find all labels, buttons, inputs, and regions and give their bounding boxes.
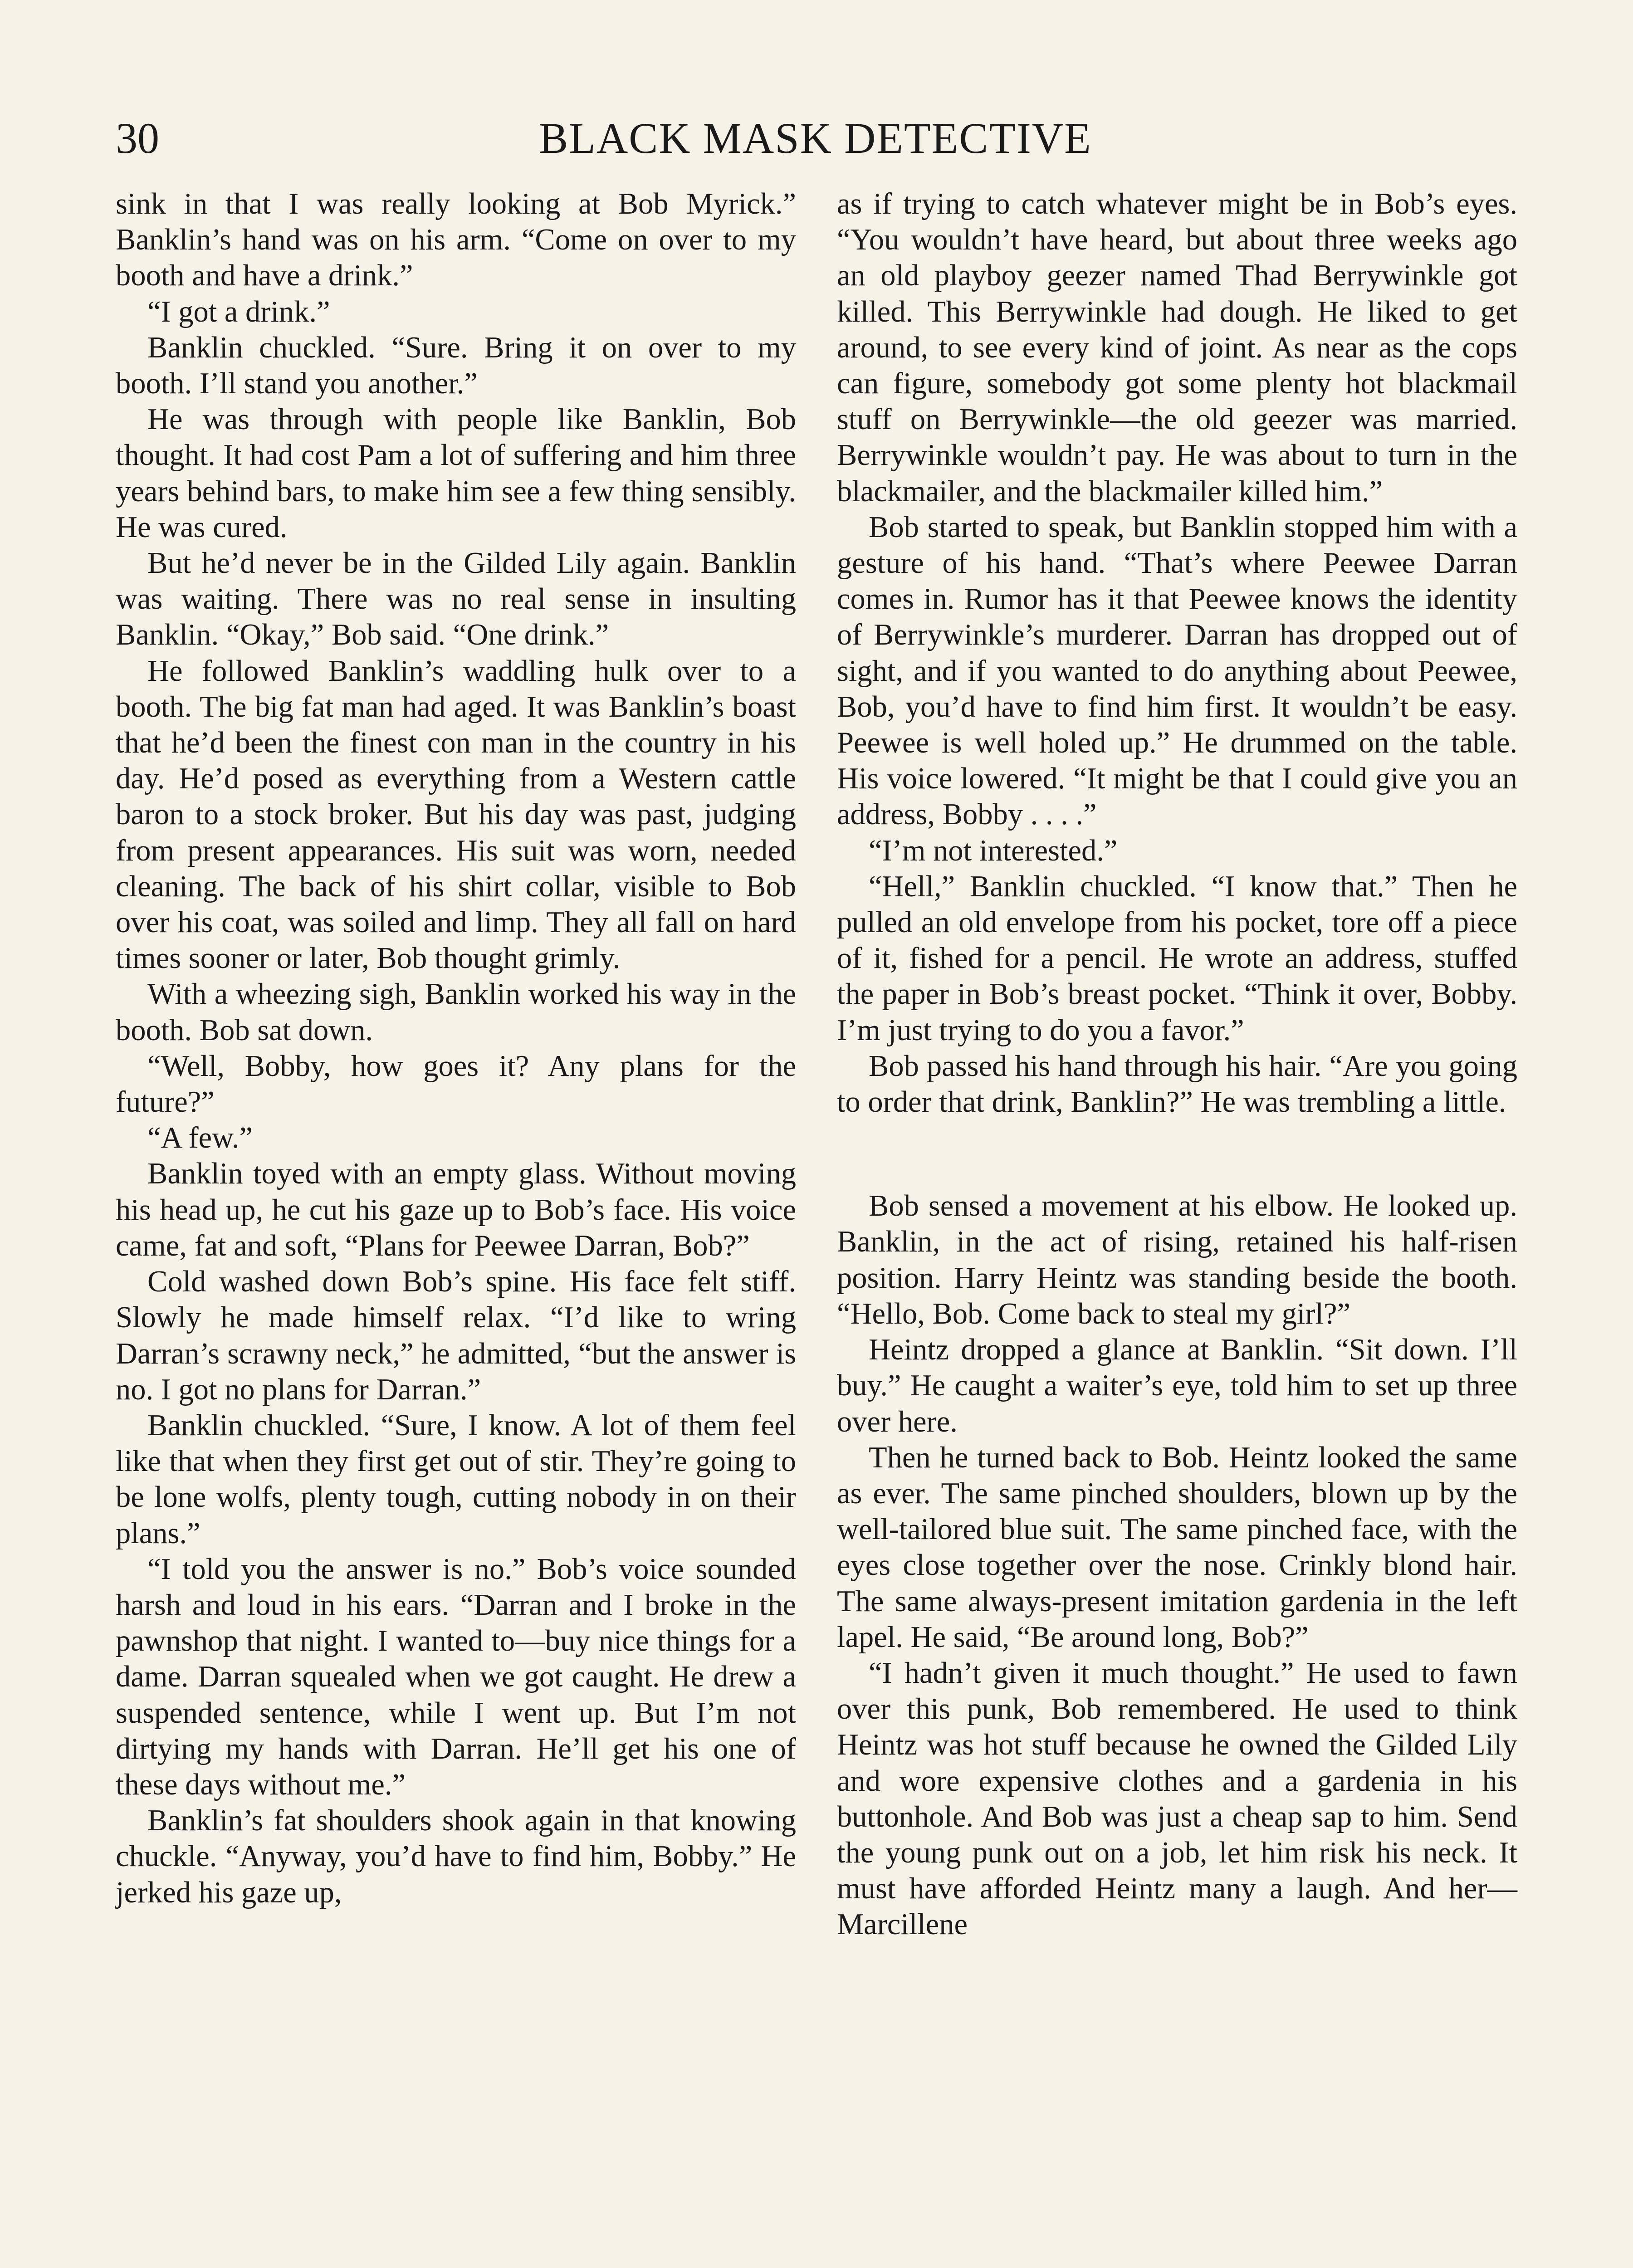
page-header — [116, 113, 1515, 172]
paragraph: “I got a drink.” — [147, 295, 330, 328]
paragraph: “Well, Bobby, how goes it? Any plans for the future?” — [116, 1049, 796, 1119]
paragraph: But he’d never be in the Gilded Lily again. Banklin was waiting. There was no real sense in insulting Banklin. “Okay,” Bob said. “One drink.” — [116, 547, 796, 652]
paragraph: as if trying to catch whatever might be in Bob’s eyes. “You wouldn’t have heard, but about three weeks ago an old playboy geezer named Thad Berrywinkle got killed. This Berrywinkle had dough. He liked to get around, to see every kind of joint. As near as the cops can figure, somebody got some plenty hot blackmail stuff on Berrywinkle—the old geezer was married. Berrywinkle wouldn’t pay. He was about to turn in the blackmailer, and the blackmailer killed him.” — [837, 187, 1517, 508]
running-head: BLACK MASK DETECTIVE — [539, 114, 1092, 162]
paragraph: sink in that I was really looking at Bob Myrick.” Banklin’s hand was on his arm. “Come on over to my booth and have a drink.” — [116, 187, 796, 293]
paragraph: Banklin chuckled. “Sure. Bring it on over to my booth. I’ll stand you another.” — [116, 331, 796, 401]
paragraph: “A few.” — [147, 1121, 253, 1155]
page-number: 30 — [116, 114, 159, 162]
paragraph: Bob passed his hand through his hair. “Are you going to order that drink, Banklin?” He was trembling a little. — [837, 1049, 1517, 1119]
paragraph: He was through with people like Banklin, Bob thought. It had cost Pam a lot of suffering and him three years behind bars, to make him see a few thing sensibly. He was cured. — [116, 403, 796, 544]
paragraph: He followed Banklin’s waddling hulk over to a booth. The big fat man had aged. It was Banklin’s boast that he’d been the finest con man in the country in his day. He’d posed as everything from a Western cattle baron to a stock broker. But his day was past, judging from present appearances. His suit was worn, needed cleaning. The back of his shirt collar, visible to Bob over his coat, was soiled and limp. They all fall on hard times sooner or later, Bob thought grimly. — [116, 654, 796, 975]
paragraph: Heintz dropped a glance at Banklin. “Sit down. I’ll buy.” He caught a waiter’s eye, told him to set up three over here. — [837, 1333, 1517, 1438]
paragraph: Cold washed down Bob’s spine. His face felt stiff. Slowly he made himself relax. “I’d like to wring Darran’s scrawny neck,” he admitted, “but the answer is no. I got no plans for Darran.” — [116, 1265, 796, 1406]
paragraph: Banklin’s fat shoulders shook again in that knowing chuckle. “Anyway, you’d have to find him, Bobby.” He jerked his gaze up, — [116, 1804, 796, 1909]
paragraph: Bob sensed a movement at his elbow. He looked up. Banklin, in the act of rising, retained his half-risen position. Harry Heintz was standing beside the booth. “Hello, Bob. Come back to steal my girl?” — [837, 1189, 1517, 1330]
paragraph: “I told you the answer is no.” Bob’s voice sounded harsh and loud in his ears. “Darran and I broke in the pawnshop that night. I wanted to—buy nice things for a dame. Darran squealed when we got caught. He drew a suspended sentence, while I went up. But I’m not dirtying my hands with Darran. He’ll get his one of these days without me.” — [116, 1552, 796, 1801]
paragraph: Banklin toyed with an empty glass. Without moving his head up, he cut his gaze up to Bob’s face. His voice came, fat and soft, “Plans for Peewee Darran, Bob?” — [116, 1157, 796, 1262]
paragraph: Then he turned back to Bob. Heintz looked the same as ever. The same pinched shoulders, blown up by the well-tailored blue suit. The same pinched face, with the eyes close together over the nose. Crinkly blond hair. The same always-present imitation gardenia in the left lapel. He said, “Be around long, Bob?” — [837, 1441, 1517, 1654]
right-column — [837, 186, 1517, 1943]
paragraph: Bob started to speak, but Banklin stopped him with a gesture of his hand. “That’s where Peewee Darran comes in. Rumor has it that Peewee knows the identity of Berrywinkle’s murderer. Darran has dropped out of sight, and if you wanted to do anything about Peewee, Bob, you’d have to find him first. It wouldn’t be easy. Peewee is well holed up.” He drummed on the table. His voice lowered. “It might be that I could give you an address, Bobby . . . .” — [837, 510, 1517, 831]
paragraph: “I’m not interested.” — [869, 834, 1118, 867]
paragraph: “Hell,” Banklin chuckled. “I know that.” Then he pulled an old envelope from his pocket, tore off a piece of it, fished for a pencil. He wrote an address, stuffed the paper in Bob’s breast pocket. “Think it over, Bobby. I’m just trying to do you a favor.” — [837, 870, 1517, 1047]
paragraph: With a wheezing sigh, Banklin worked his way in the booth. Bob sat down. — [116, 978, 796, 1047]
paragraph: “I hadn’t given it much thought.” He used to fawn over this punk, Bob remembered. He used to think Heintz was hot stuff because he owned the Gilded Lily and wore expensive clothes and a gardenia in his buttonhole. And Bob was just a cheap sap to him. Send the young punk out on a job, let him risk his neck. It must have afforded Heintz many a laugh. And her—Marcillene — [837, 1656, 1517, 1941]
left-column — [116, 186, 796, 1911]
paragraph: Banklin chuckled. “Sure, I know. A lot of them feel like that when they first get out of stir. They’re going to be lone wolfs, plenty tough, cutting nobody in on their plans.” — [116, 1408, 796, 1550]
